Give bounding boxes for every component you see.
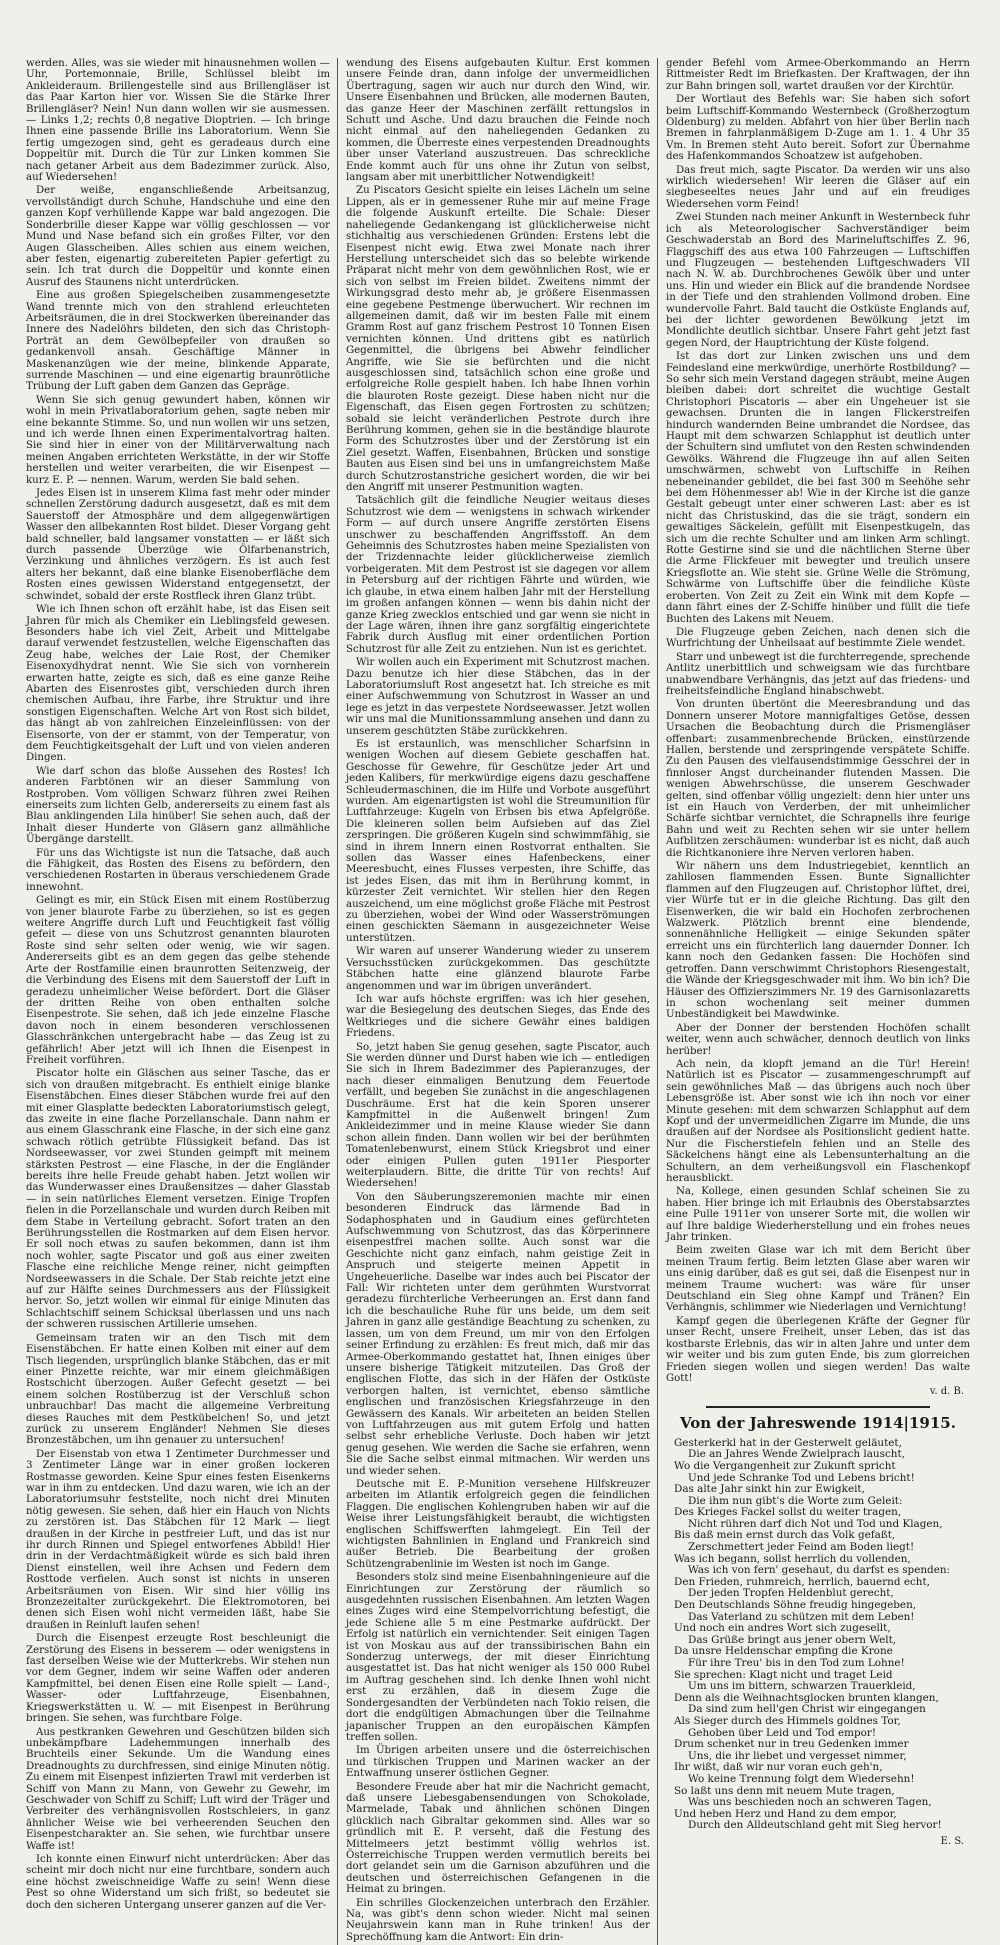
paragraph: Zu Piscators Gesicht spielte ein leises Lächeln um seine Lippen, als er in gemessener Ruhe mir auf meine Frage die folgende Auskunft erteilte. Die Schale: Dieser naheliegende Gedankengang ist glücklicherweise nicht stichhaltig aus verschiedenen Gründen: Erstens lebt die Eisenpest nicht ewig. Etwa zwei Monate nach ihrer Herstellung unterscheidet sich das so belebte wirkende Präparat nicht mehr von dem gewöhnlichen Rost, wie er sich von selbst im Freien bildet. Zweitens nimmt der Wirkungsgrad desto mehr ab, je größere Eisenmassen eine gegebene Pestmenge überwuchert. Wir rechnen im allgemeinen damit, daß wir im besten Falle mit einem Gramm Rost auf ganz frischem Pestrost 10 Tonnen Eisen vernichten können. Und drittens gibt es natürlich Gegenmittel, die übrigens bei Abwehr feindlicher Angriffe, wie Sie sie befürchten und die nicht ausgeschlossen sind, tatsächlich schon eine große und erfolgreiche Rolle gespielt haben. Ich habe Ihnen vorhin die blauroten Roste gezeigt. Diese haben nicht nur die Eigenschaft, das Eisen gegen Fortrosten zu schützen; sobald sie leicht veränderlichen Pestrote durch ihre Berührung kommen, gehen sie in die beständige blaurote Form des Schutzrostes über und der Zerstörung ist ein Ziel gesetzt. Waffen, Eisenbahnen, Brücken und sonstige Bauten aus Eisen sind bei uns in umfangreichstem Maße durch Schutzrostanstriche gesichert worden, die wir bei den Angriff mit unserer Pestmunition wagten. — [346, 185, 650, 494]
paragraph: Wir waren auf unserer Wanderung wieder zu unserem Versuchsstücken zurückgekommen. Das geschützte Stäbchen hatte eine glänzend blaurote Farbe angenommen und war im übrigen unverändert. — [346, 946, 650, 992]
paragraph: Wenn Sie sich genug gewundert haben, können wir wohl in mein Privatlaboratorium gehen, sagte neben mir eine bekannte Stimme. So, und nun wollen wir uns setzen, und ich werde Ihnen einen Experimentalvortrag halten. Sie sind hier in einer von der Militärverwaltung nach meinen Angaben errichteten Werkstätte, in der wir Stoffe herstellen und weiter verarbeiten, die wir Eisenpest — kurz E. P. — nennen. Warum, werden Sie bald sehen. — [26, 394, 330, 486]
paragraph: Ich konnte einen Einwurf nicht unterdrücken: Aber das scheint mir doch nicht nur eine furchtbare, sondern auch eine höchst zweischneidige Waffe zu sein! Wenn diese Pest so ohne Widerstand um sich frißt, so bedeutet sie doch den sicheren Untergang unserer ganzen auf die Ver- — [26, 1853, 330, 1911]
paragraph: wendung des Eisens aufgebauten Kultur. Erst kommen unsere Feinde dran, dann infolge der unvermeidlichen Übertragung, sagen wir auch nur durch den Wind, wir. Unsere Eisenbahnen und Brücken, alle modernen Bauten, das ganze Heer der Maschinen zerfällt rettungslos in Schutt und Asche. Und dazu brauchen die Feinde noch nicht einmal auf den naheliegenden Gedanken zu kommen, die Überreste eines verpestenden Dreadnoughts über unser Vaterland auszustreuen. Das schreckliche Ende kommt auch für uns ohne ihr Zutun von selbst, langsam aber mit unerbittlicher Notwendigkeit! — [346, 58, 650, 184]
paragraph: Na, Kollege, einen gesunden Schlaf scheinen Sie zu haben. Hier bringe ich mit Erlaubnis des Oberstabsarztes eine Pulle 1911er von unserer Sorte mit, die wollen wir auf Ihre baldige Wiederherstellung und ein frohes neues Jahr trinken. — [666, 1186, 970, 1244]
poem-line: Da unsre Heldenschar empfing die Krone — [674, 1645, 893, 1658]
poem-line: Die ihm nun gibt's die Worte zum Geleit: — [688, 1494, 903, 1507]
paragraph: Starr und unbewegt ist die furchterregende, sprechende Antlitz unerbittlich und schweigsam wie das furchtbare unabwendbare Verhängnis, das jetzt auf das friedens- und freiheitsfeindliche England hinabschwebt. — [666, 651, 970, 697]
poem-line: Und noch ein andres Wort sich zugesellt, — [674, 1622, 891, 1635]
poem-line: Der jeden Tropfen Heldenblut gerecht, — [688, 1587, 894, 1600]
paragraph: Kampf gegen die überlegenen Kräfte der Gegner für unser Recht, unsere Freiheit, unser Leben, das ist das kostbarste Erlebnis, das wir in alten Jahre und unter dem wir weiter und bis zum guten Ende, bis zum glorreichen Frieden siegen wollen und siegen werden! Das walte Gott! — [666, 1315, 970, 1384]
paragraph: Ein schrilles Glockenzeichen unterbrach den Erzähler. Na, was gibt's denn schon wieder. Nicht mal seinen Neujahrswein kann man in Ruhe trinken! Aus der Sprechöffnung kam die Antwort: Ein drin- — [346, 1897, 650, 1943]
paragraph: Piscator holte ein Gläschen aus seiner Tasche, das er sich von draußen mitgebracht. Es enthielt einige blanke Eisenstäbchen. Eines dieser Stäbchen wurde frei auf den mit einer Glasplatte bedeckten Laboratoriumstisch gelegt, das zweite in eine flache Porzellanschale. Dann nahm er aus einem Glasschrank eine Flasche, in der sich eine ganz schwach rötlich getrübte Flüssigkeit befand. Das ist Nordseewasser, vor zwei Stunden geimpft mit meinem stärksten Pestrost — eine Flasche, in der die Engländer bereits ihre helle Freude gehabt haben. Jetzt wollen wir das Wunderwasser eines Draußensitzes — daher Glasstab — in sein natürliches Element versetzen. Einige Tropfen fielen in die Porzellanschale und wurden durch Reiben mit dem Stabe in Verteilung gebracht. Sofort traten an den Berührungsstellen die Rostmarken auf dem Eisen hervor. Er soll noch etwas zu saufen bekommen, dann ist ihm noch wohler, sagte Piscator und goß aus einer zweiten Flasche eine reichliche Menge reiner, nicht geimpften Nordseewassers in die Schale. Der Stab reichte jetzt eine auf zur Hälfte seines Durchmessers aus der Flüssigkeit hervor. So, jetzt wollen wir einmal für einige Minuten das Schlachtschiff seinem Schicksal überlassen und uns nach der schweren russischen Artillerie umsehen. — [26, 1068, 330, 1331]
paragraph: So, jetzt haben Sie genug gesehen, sagte Piscator, auch Sie werden dünner und Durst haben wie ich — entledigen Sie sich in Ihrem Badezimmer des Papieranzuges, der nach dieser einmaligen Benutzung dem Feuertode verfällt, und begeben Sie zunächst in die angeschlagenen Duschräume. Erst hat die kein Sporen unserer Kampfmittel in die Außenwelt bringen! Zum Ankleidezimmer und in meine Klause wieder Sie dann schon allein finden. Dann wollen wir bei der berühmten Tomatenlebenwurst, einem Stück Kriegsbrot und einer oder einigen Pullen guten 1911er Piesporter weiterplaudern. Bitte, die dritte Tür von rechts! Auf Wiedersehen! — [346, 1041, 650, 1190]
poem-line: Für ihre Treu' bis in den Tod zum Lohne! — [688, 1657, 905, 1669]
paragraph: Besondere Freude aber hat mir die Nachricht gemacht, daß unsere Liebesgabensendungen von Schokolade, Marmelade, Tabak und ähnlichen schönen Dingen glücklich nach Gibraltar gekommen sind. Alles war so gründlich mit E. P. verseht, daß die Festung des Mittelmeers jetzt bestimmt völlig wehrlos ist. Österreichische Truppen werden vermutlich bereits bei dort gelandet sein um die Garnison abzuführen und die deutschen und österreichischen Gefangenen in die Heimat zu bringen. — [346, 1781, 650, 1896]
poem-title: Von der Jahreswende 1914|1915. — [680, 1413, 956, 1432]
poem-line: Was uns beschieden noch an schweren Tagen, — [688, 1796, 932, 1809]
paragraph: Wir nähern uns dem Industriegebiet, kenntlich an zahllosen flammenden Essen. Bunte Signallichter flammen auf den Flugzeugen auf. Christophor lüftet, drei, vier Würfe tut er in die gleiche Richtung. Das gilt den Eisenwerken, die wir bald ein Hochofen zerbrochenen Walzwerk. Plötzlich brennt eine blendende, sonnenähnliche Helligkeit — einige Sekunden später erreicht uns ein fürchterlich lang dauernder Donner. Ich kann noch den Gedanken fassen: Die Hochöfen sind getroffen. Dann verschwimmt Christophors Riesengestalt, die Wände der Kriegsgeschwader mit ihm. Wo bin ich? Die Häuser des Offizierszimmers Nr. 19 des Garnisonlazaretts in schon wochenlang seit meiner dummen Unbeständigkeit bei Mawdwinke. — [666, 861, 970, 1021]
poem-line: Wo die Vergangenheit zur Zukunft spricht — [674, 1459, 896, 1472]
poem-line: Den Frieden, ruhmreich, herrlich, bauernd echt, — [674, 1575, 930, 1588]
paragraph: Wir wollen auch ein Experiment mit Schutzrost machen. Dazu benutze ich hier diese Stäbchen, das in der Laboratoriumsluft Rost angesetzt hat. Ich streiche es mit einer Aufschwemmung von Schutzrost in Wasser an und lege es jetzt in das verpestete Nordseewasser. Jetzt wollen wir uns mal die Munitionssammlung ansehen und dann zu unserem geschützten Stäbe zurückkehren. — [346, 657, 650, 737]
paragraph: Im Übrigen arbeiten unsere und die österreichischen und türkischen Truppen und Marinen wacker an der Entwaffnung unserer östlichen Gegner. — [346, 1745, 650, 1780]
paragraph: Ist das dort zur Linken zwischen uns und dem Feindesland eine merkwürdige, unerhörte Rostbildung? — So sehr sich mein Verstand dagegen sträubt, meine Augen bleiben dabei: dort schreitet die wuchtige Gestalt Christophori Piscatoris — aber ein Ungeheuer ist sie gewachsen. Drunten die in langen Flickerstreifen hindurch wandernden Beine umbrandet die Nordsee, das Haupt mit dem schwarzen Schlapphut ist deutlich unter der Schultern sind umflutet von den Resten schwindenden Gewölks. Während die Flugzeuge ihn auf allen Seiten umschwärmen, schwebt von Luftschiffe in Reihen nebeneinander gebildet, die bei fast 300 m Seehöhe sehr bei dem Höhenmesser ab! Wie in der Kirche ist die ganze Gestalt gebeugt unter einer schweren Last: aber es ist nicht das Christuskind, das die sie trägt, sondern ein gewaltiges Säckelein, gefüllt mit Eisenpestkugeln, das sich um die rechte Schulter und am linken Arm schlingt. Rotte Gestirne sind sie und die nächtlichen Sterne über die Arme Flickfeuer mit bewegter und treulich unsere Kriegsflotte an. Wie steht sie. Grüne Welle die Strömung, Schwärme von Luftschiffe über die feindliche Küste eroberten. Von Zeit zu Zeit ein Wink mit dem Kopfe — dann fährt eines der Z-Schiffe hinüber und füllt die tiefe Buchten des Lakens mit Neuem. — [666, 351, 970, 625]
poem-line: Drum schenket nur in treu Gedenken immer — [674, 1738, 909, 1751]
paragraph: Wie ich Ihnen schon oft erzählt habe, ist das Eisen seit Jahren für mich als Chemiker ein Lieblingsfeld gewesen. Besonders habe ich viel Zeit, Arbeit und Mittelgabe darauf verwendet festzustellen, welche Eigenschaften das Zeug habe, welches der Laie Rost, der Chemiker Eisenoxydhydrat nennt. Wie Sie sich von vornherein erwarten hatte, zeigte es sich, daß es eine ganze Reihe Abarten des Eisenrostes gibt, verschieden durch ihren chemischen Aufbau, ihre Farbe, ihre Struktur und ihre sonstigen Eigenschaften. Welche Art von Rost sich bildet, das hängt ab von zahlreichen Einzeleinflüssen: von der Eisensorte, von der er stammt, von der Temperatur, von dem Feuchtigkeitsgehalt der Luft und von vielen anderen Dingen. — [26, 604, 330, 764]
paragraph: Tatsächlich gilt die feindliche Neugier weitaus dieses Schutzrost wie dem — wenigstens in schwach wirkender Form — auf durch unsere Angriffe zerstörten Eisens unschwer zu beschaffenden Angriffsstoff. An dem Geheimnis des Schutzrostes haben meine Spezialisten von der Trizdennachte leider glücklicherweise ziemlich vorbeigeraten. Mit dem Pestrost ist sie dagegen vor allem in Petersburg auf der richtigen Fährte und würden, wie ich glaube, in etwa einem halben Jahr mit der Herstellung im großen anfangen können — wenn bis dahin nicht der ganze Krieg zwecklos entschied und gar wenn sie nicht in der Lage wären, ihnen ihre ganz sorgfältig eingerichtete Fabrik durch Ausflug mit einer ordentlichen Portion Schutzrost für alle Zeit zu entziehen. Nun ist es gerichtet. — [346, 495, 650, 655]
paragraph: Wie darf schon das bloße Aussehen des Rostes! Ich anderen Farbtönen wir an dieser Sammlung von Rostproben. Vom völligen Schwarz führen zwei Reihen einerseits zum lichten Gelb, andererseits zu einem fast als Blau anklingenden Lila hinüber! Sie sehen auch, daß der Inhalt dieser Hunderte von Gläsern ganz allmähliche Übergänge darstellt. — [26, 765, 330, 846]
poem-line: Gesterkerkl hat in der Gesterwelt geläutet, — [674, 1436, 902, 1449]
poem-line: Den Deutschlands Söhne freudig hingegeben, — [674, 1599, 917, 1612]
paragraph: Gelingt es mir, ein Stück Eisen mit einem Rostüberzug von jener blaurote Farbe zu überziehen, so ist es gegen weitere Angriffe durch Luft und Feuchtigkeit fast völlig gefeit — diese von uns Schutzrost genannten blauroten Roste sind sehr selten oder wenig, wie wir sagen. Andererseits gibt es an dem gegen das gelbe stehende Arte der Rostfamilie einen braunrotten Seitenzweig, der die Verbindung des Eisens mit dem Sauerstoff der Luft in geradezu unheimlicher Weise befördert. Dort die Gläser der dritten Reihe von oben enthalten solche Eisenpestrote. Sie sehen, daß ich jede einzelne Flasche davon noch in einem besonderen verschlossenen Glasschränkchen untergebracht habe — das Zeug ist zu gefährlich! Aber jetzt will ich Ihnen die Eisenpest in Freiheit vorführen. — [26, 895, 330, 1066]
paragraph: Aber der Donner der berstenden Hochöfen schallt weiter, wenn auch schwächer, dennoch deutlich von links herüber! — [666, 1022, 970, 1057]
poem-line: Als Sieger durch des Himmels goldnes Tor, — [674, 1714, 901, 1727]
text-columns — [26, 58, 970, 1943]
poem-line: Da sind zum hell'gen Christ wir eingegangen — [688, 1703, 926, 1716]
poem-line: Des Krieges Fackel sollst du weiter tragen, — [674, 1506, 902, 1519]
poem-line: Zerschmettert jeder Feind am Boden liegt! — [688, 1541, 915, 1554]
paragraph: Jedes Eisen ist in unserem Klima fast mehr oder minder schnellen Zerstörung dadurch ausgesetzt, daß es mit dem Sauerstoff der Atmosphäre und dem allgegenwärtigen Wasser den allbekannten Rost bildet. Dieser Vorgang geht bald schneller, bald langsamer vonstatten — er läßt sich durch passende Überzüge wie Ölfarbenanstrich, Verzinkung und ähnliches verzögern. Es ist auch fest alters her bekannt, daß eine blanke Eisenoberfläche dem Rosten eines gewissen Widerstand entgegensetzt, der schwindet, sobald der erste Rostfleck ihren Glanz trübt. — [26, 488, 330, 602]
poem-line: Uns, die ihr liebet und vergesset nimmer, — [688, 1749, 907, 1762]
poem-line: Und heben Herz und Hand zu dem empor, — [674, 1807, 897, 1820]
column-1 — [26, 58, 330, 1945]
paragraph: Der Eisenstab von etwa 1 Zentimeter Durchmesser und 3 Zentimeter Länge war in einer großen lockeren Rostmasse geworden. Keine Spur eines festen Eisenkerns war in ihm zu entdecken. Und dazu waren, wie ich an der Laboratoriumsuhr feststellte, noch nicht drei Minuten nötig gewesen. Sie sehen, daß hier ein Hauch von Nichts zu zerstören ist. Das Stäbchen für 12 Mark — liegt draußen in der Kirche in pestfreier Luft, und das ist nur ihr durch Rinnen und Spiegel entworfenes Abbild! Hier drin in der Verdachtmäßigkeit würde es sich bald ihren Dienst einstellen, weil ihre Achsen und Federn dem Rosttode verfielen. Auch sonst ist nichts in unseren Arbeitsräumen von Eisen. Wir sind hier völlig ins Bronzezeitalter zurückgekehrt. Die Elektromotoren, bei denen sich Eisen wohl nicht vermeiden läßt, habe Sie draußen in Reinluft laufen sehen! — [26, 1448, 330, 1631]
poem-line: Und jede Schranke Tod und Lebens bricht! — [688, 1471, 915, 1484]
paragraph: Das freut mich, sagte Piscator. Da werden wir uns also wirklich wiedersehen! Wir leeren die Gläser auf ein siegbeseeltes neues Jahr und auf ein freudiges Wiedersehen vorm Feind! — [666, 164, 970, 210]
paragraph: Der Wortlaut des Befehls war: Sie haben sich sofort beim Luftschiff-Kommando Westernbeck (Großherzogtum Oldenburg) zu melden. Abfahrt von hier über Berlin nach Bremen in fahrplanmäßigem D-Zuge am 1. 1. 4 Uhr 35 Vm. In Bremen steht Auto bereit. Sofort zur Übernahme des Hafenkommandos Schoatzew ist aufgehoben. — [666, 94, 970, 163]
paragraph: Besonders stolz sind meine Eisenbahningenieure auf die Einrichtungen zur Zerstörung der räumlich so ausgedehnten russischen Eisenbahnen. Am letzten Wagen eines Zuges wird eine Stempelvorrichtung befestigt, die jede Schiene alle 5 m eine Pestmarke aufdrückt. Der Erfolg ist natürlich ein vernichtender. Seit einigen Tagen ist von Moskau aus auf der transsibirischen Bahn ein Sonderzug unterwegs, der mit dieser Einrichtung ausgestattet ist. Das hat nicht weniger als 150 000 Rubel im Auftrag geschehen sind. Ich denke Ihnen wohl nicht erst zu erzählen, daß in diesem Zuge die Sondergesandten der Verbündeten nach Tokio reisen, die dort die endgültigen Abmachungen über die Teilnahme japanischer Truppen an den europäischen Kämpfen treffen sollen. — [346, 1572, 650, 1743]
divider-rule — [706, 1406, 930, 1408]
paragraph: Gemeinsam traten wir an den Tisch mit dem Eisenstäbchen. Er hatte einen Kolben mit einer auf dem Tisch liegenden, ursprünglich blanke Stäbchen, das er mit einer Pinzette reichte, war mir einem gleichmäßigen Rostschicht überzogen. Außer Gefecht gesetzt — bei einem solchen Rostüberzug ist der Verschluß schon unbrauchbar! Das macht die allgemeine Verbreitung dieses Rauches mit dem Pestkübelchen! So, und jetzt zurück zu unserem Engländer! Nehmen Sie dieses Bronzestäbchen, um ihn genauer zu untersuchen! — [26, 1332, 330, 1447]
poem-line: Ihr wißt, daß wir nur voran euch geh'n, — [674, 1761, 883, 1774]
paragraph: Ich war aufs höchste ergriffen: was ich hier gesehen, war die Besiegelung des deutschen Sieges, das Ende des Weltkrieges und die sichere Gewähr eines baldigen Friedens. — [346, 993, 650, 1040]
column-2 — [346, 58, 650, 1945]
poem-line: Sie sprechen: Klagt nicht und traget Leid — [674, 1668, 893, 1681]
poem-line: Durch den Alldeutschland geht mit Sieg hervor! — [688, 1819, 942, 1832]
paragraph: Für uns das Wichtigste ist nun die Tatsache, daß auch die Fähigkeit, das Rosten des Eisens zu befördern, den verschiedenen Rostarten in überaus verschiedenem Grade innewohnt. — [26, 847, 330, 893]
paragraph: Beim zweiten Glase war ich mit dem Bericht über meinen Traum fertig. Beim letzten Glase aber waren wir uns einig darüber, daß es gut sei, daß die Eisenpest nur in meinem Traume wuchert: was wäre für unser Deutschland ein Sieg ohne Kampf und Tränen? Ein Verhängnis, schlimmer wie Niederlagen und Vernichtung! — [666, 1245, 970, 1314]
poem-line: Denn als die Weihnachtsglocken brunten klangen, — [674, 1691, 939, 1704]
article-signature: v. d. B. — [929, 1386, 964, 1398]
poem-body — [666, 1438, 970, 1832]
column-3-article-end — [666, 58, 970, 1384]
poem-line: Das alte Jahr sinkt hin zur Ewigkeit, — [674, 1483, 865, 1496]
paragraph: Aus pestkranken Gewehren und Geschützen bilden sich unbekämpfbare Ladehemmungen innerhalb des Bruchteils einer Sekunde. Um die Wandung eines Dreadnoughts zu durchfressen, sind einige Minuten nötig. Zu einem mit Eisenpest infizierten Trawl mit verderben ist Schiff von Mann zu Mann, von Gewehr zu Gewehr, im Geschwader von Schiff zu Schiff; Luft wird der Träger und Verbreiter des verhängnisvollen Rostschleiers, in ganz ähnlicher Weise wie bei verheerenden Seuchen den Eisenpestcharakter an. Sie sehen, wie furchtbar unsere Waffe ist! — [26, 1726, 330, 1852]
paragraph: werden. Alles, was sie wieder mit hinausnehmen wollen — Uhr, Portemonnaie, Brille, Schlüssel bleibt im Ankleideraum. Brillengestelle sind aus Brillengläser ist das Paar Karton hier vor. Wissen Sie die Stärke Ihrer Brillengläser? Nein! Nun dann wollen wir sie ausmessen. — Links 1,2; rechts 0,8 negative Dioptrien. — Ich bringe Ihnen eine passende Brille ins Laboratorium. Wenn Sie fertig umgezogen sind, geht es geradeaus durch eine Doppeltür mit. Durch die Tür zur Linken kommen Sie nach getaner Arbeit aus dem Badezimmer zurück. Also, auf Wiedersehen! — [26, 58, 330, 184]
paragraph: Zwei Stunden nach meiner Ankunft in Westernbeck fuhr ich als Meteorologischer Sachverständiger beim Geschwaderstab an Bord des Marineluftschiffes Z. 96, Flaggschiff des aus etwa 100 Fahrzeugen — Luftschiffen und Flugzeugen — bestehenden Luftgeschwaders VII nach N. W. ab. Durchbrochenes Gewölk über und unter uns. Hin und wieder ein Blick auf die brandende Nordsee in der Tiefe und den strahlenden Vollmond droben. Eine wundervolle Fahrt. Bald taucht die Ostküste Englands auf, bei der lichter gewordenen Bewölkung jetzt im Mondlichte deutlich sichtbar. Unsere Fahrt geht jetzt fast gegen Nord, der Hauptrichtung der Küste folgend. — [666, 212, 970, 349]
paragraph: Eine aus großen Spiegelscheiben zusammengesetzte Wand trennte mich von den strahlend erleuchteten Arbeitsräumen, die in drei Stockwerken übereinander das Innere des Nadelöhrs bildeten, den sich das Christoph-Porträt an dem Gewölbepfeiler von draußen so gedankenvoll ansah. Geschäftige Männer in Maskenanzügen wie der meine, blinkende Apparate, surrende Maschinen — und eine eigenartig braunrötliche Trübung der Luft gaben dem Ganzen das Gepräge. — [26, 290, 330, 393]
poem-line: Das Grüße bringt aus jener obern Welt, — [688, 1633, 897, 1646]
poem-line: Gehoben über Leid und Tod empor! — [688, 1726, 877, 1739]
paragraph: Deutsche mit E. P.-Munition versehene Hilfskreuzer arbeiten im Atlantik erfolgreich gegen die feindlichen Flaggen. Die englischen Kohlengruben haben wir auf die Weise ihrer Leistungsfähigkeit beraubt, die wichtigsten englischen Schiffswerften lahmgelegt. Ein Teil der wichtigsten Bahnlinien in England und Frankreich sind außer Betrieb. Die Bearbeitung der großen Schützengrabenlinie im Westen ist noch im Gange. — [346, 1478, 650, 1570]
paragraph: Die Flugzeuge geben Zeichen, nach denen sich die Wurfrichtung der Unheilsaat auf bestimmte Ziele wendet. — [666, 626, 970, 650]
paragraph: Der weiße, enganschließende Arbeitsanzug, vervollständigt durch Schuhe, Handschuhe und eine den ganzen Kopf verhüllende Kappe war bald angezogen. Die Sonderbrille dieser Kappe war völlig geschlossen — vor Mund und Nase befand sich ein großes Filter, vor den Augen Glasscheiben. Alles schien aus einem weichen, aber festen, eigenartig zubereiteten Papier gefertigt zu sein. Ich trat durch die Doppeltür und konnte einen Ausruf des Staunens nicht unterdrücken. — [26, 185, 330, 288]
poem-line: Was ich begann, sollst herrlich du vollenden, — [674, 1552, 911, 1565]
poem-line: Die an Jahres Wende Zwielprach lauscht, — [688, 1448, 905, 1461]
paragraph: gender Befehl vom Armee-Oberkommando an Herrn Rittmeister Redt im Briefkasten. Der Kraftwagen, der ihn zur Bahn bringen soll, wartet draußen vor der Kirchtür. — [666, 58, 970, 92]
paragraph: Durch die Eisenpest erzeugte Rost beschleunigt die Zerstörung des Eisens in besserem — oder wenigstens in fast derselben Weise wie der Mutterkrebs. Wir stehen nun vor dem Gegner, indem wir seine Waffen oder anderen Kampfmittel, bei denen Eisen eine Rolle spielt — Land-, Wasser- oder Luftfahrzeuge, Eisenbahnen, Kriegswerkstätten u. W. — mit Eisenpest in Berührung bringen. Sie sehen, was furchtbare Folge. — [26, 1633, 330, 1725]
paragraph: Ach nein, da klopft jemand an die Tür! Herein! Natürlich ist es Piscator — zusammengeschrumpft auf sein gewöhnliches Maß — das übrigens auch noch über Lebensgröße ist. Aber sonst wie ich ihn noch vor einer Minute gesehen: mit dem schwarzen Schlapphut auf dem Kopf und der unvermeidlichen Zigarre im Munde, die uns draußen auf der Nordsee als Positionslicht gedient hatte. Nur die Fischerstiefeln fehlen und an Stelle des Säckelchens hängt eine als Lebensunterhaltung an die Schultern, an dem verheißungsvoll ein Flaschenkopf herausblickt. — [666, 1058, 970, 1184]
poem-line: Was ich von fern' gesehaut, du darfst es spenden: — [688, 1564, 951, 1577]
poem-line: Um uns im bittern, schwarzen Trauerkleid, — [688, 1680, 916, 1693]
poem-line: Bis daß mein ernst durch das Volk gefaßt, — [674, 1529, 896, 1542]
paragraph: Von den Säuberungszeremonien machte mir einen besonderen Eindruck das lärmende Bad in Sodaphosphaten und in Gaudium eines gefürchteten Aufschwemmung von Schutzrost, das das Körperinnere eisenpestfrei machen sollte. Auch sonst war die Geschichte nicht ganz einfach, nahm geistige Zeit in Anspruch und steigerte meinen Appetit in Ungeheuerliche. Daselbe war indes auch bei Piscator der Fall: Wir richteten unter dem gerühmten Wurstvorrat geradezu fürchterliche Verheerungen an. Erst dann fand ich die beschauliche Ruhe für uns beide, um dem seit Jahren in ganz alle geständige Beachtung zu schenken, zu lassen, um von dem Freund, um mir von den Erfolgen seiner Erfindung zu erzählen: Es freut mich, daß mir das Armee-Oberkommando gestattet hat, Ihnen einiges über unsere bisherige Tätigkeit mitzuteilen. Das Groß der englischen Flotte, das sich in der Häfen der Ostküste verborgen halten, ist vernichtet, ebenso sämtliche englischen und französischen Kriegsfahrzeuge in den Gewässern des Kanals. Wir arbeiteten an beiden Stellen von Luftfahrzeugen aus mit gutem Erfolg und hatten selbst sehr erhebliche Verluste. Doch haben wir jetzt genug gesehen. Wie werden die Sache sie erfahren, wenn Sie die Sache selbst einmal mitmachen. Wir werden uns und wieder sehen. — [346, 1191, 650, 1477]
poem-line: So laßt uns denn mit neuem Mute tragen, — [674, 1784, 895, 1797]
poem-line: Nicht rühren darf dich Not und Tod und Klagen, — [688, 1517, 943, 1530]
poem-signature: E. S. — [940, 1835, 964, 1847]
poem-line: Wo keine Trennung folgt dem Wiedersehn! — [688, 1772, 915, 1785]
poem-line: Das Vaterland zu schützen mit dem Leben! — [688, 1610, 915, 1623]
column-3 — [666, 58, 970, 1945]
paragraph: Es ist erstaunlich, was menschlicher Scharfsinn in wenigen Wochen auf diesem Gebiete geschaffen hat. Geschosse für Gewehre, für Geschütze jeder Art und jeden Kalibers, für merkwürdige eigens dazu geschaffene Schleudermaschinen, die im Hilfe und Vorbote ausgeführt wurden. Am eigenartigsten ist wohl die Streumunition für Luftfahrzeuge: Kugeln von Erbsen bis etwa Apfelgröße. Die kleineren sollen beim Aufsieben auf das Ziel zerspringen. Die größeren Kugeln sind schwimmfähig, sie sind in ihrem Innern einen Rostvorrat enthalten. Sie sollen das Wasser eines Hafenbeckens, einer Meeresbucht, eines Flusses verpesten, ihre Schiffe, das ist jedes Eisen, das mit ihm in Berührung kommt, in kürzester Zeit vernichtet. Wir stellen hier den Regen auszeichend, um eine möglichst große Fläche mit Pestrost zu überziehen, wobei der Wind oder Wasserströmungen einen geschickten Säemann in ausgezeichneter Weise unterstützen. — [346, 738, 650, 944]
paragraph: Von drunten übertönt die Meeresbrandung und das Donnern unserer Motore mannigfaltiges Getöse, dessen Ursachen die Beobachtung durch die Prismengläser offenbart: zusammenbrechende Brücken, einstürzende Hallen, berstende und zerspringende verspätete Schiffe. Zu den Pausen des vielfausendstimmige Gesschrei der in finnloser Angst durcheinander flutenden Massen. Die wenigen Abwehrschüsse, die unserem Geschwader gelten, sind offenbar völlig ungezielt: denn hier unter uns ist ein Hauch von Verderben, der mit unheimlicher Schärfe sichtbar vernichtet, die Schrapnells ihre feurige Bahn und weit zu Rechten sehen wir sie unter hellem Aufblitzen zerschäumen: wunderbar ist es nicht, daß auch die Richtkanoniere ihre Nerven verloren haben. — [666, 699, 970, 859]
